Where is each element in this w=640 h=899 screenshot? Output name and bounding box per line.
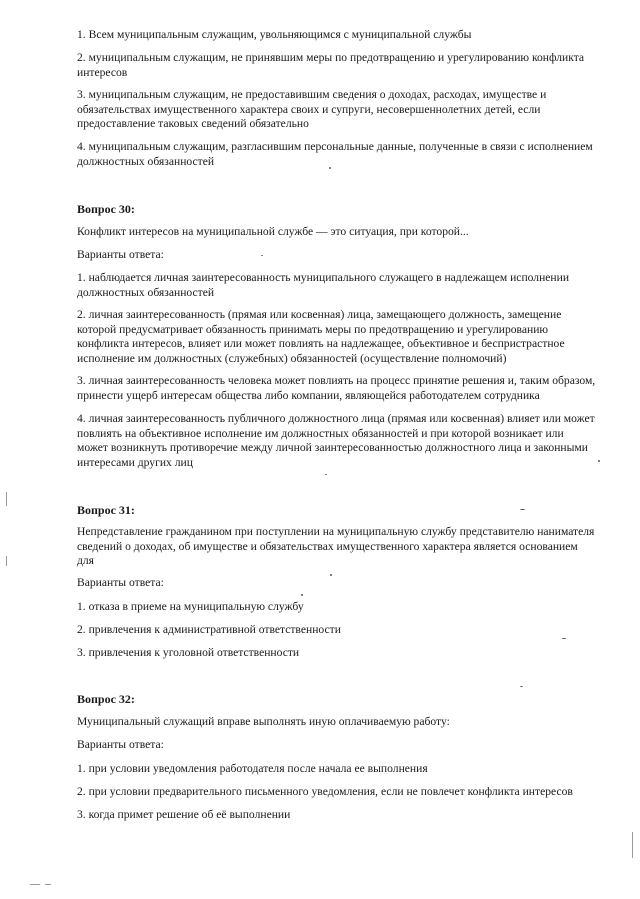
top-item-4: 4. муниципальным служащим, разгласившим персональные данные, полученные в связи с исполнением должностных обязанностей	[77, 140, 593, 168]
scan-speck	[520, 509, 525, 510]
question-30-text: Конфликт интересов на муниципальной службе — это ситуация, при которой...	[77, 225, 469, 238]
question-30-option-4: 4. личная заинтересованность публичного должностного лица (прямая или косвенная) влияет или может повлиять на объективное исполнение им должностных обязанностей и при которой возникает или может возникнуть противоречие между личной заинтересованностью должностного лица и законными интересами других лиц	[77, 412, 595, 469]
top-item-2: 2. муниципальным служащим, не принявшим меры по предотвращению и урегулированию конфликта интересов	[77, 51, 585, 79]
question-30-title: Вопрос 30:	[77, 202, 135, 216]
question-31-variants-label: Варианты ответа:	[77, 576, 164, 589]
scan-edge-mark	[632, 832, 633, 858]
scan-speck	[330, 574, 332, 576]
question-31-text: Непредставление гражданином при поступлении на муниципальную службу представителю нанимателя сведений о доходах, об имуществе и обязательствах имущественного характера является основанием для	[77, 525, 595, 568]
scan-edge-mark	[6, 556, 7, 566]
question-30-option-2: 2. личная заинтересованность (прямая или косвенная) лица, замещающего должность, замещение которой предусматривает обязанность принимать меры по предотвращению и урегулированию конфликта интересов, влияет или может повлиять на надлежащее, объективное и беспристрастное исполнение им должностных (служебных) обязанностей (осуществление полномочий)	[77, 308, 565, 365]
question-31-option-1: 1. отказа в приеме на муниципальную службу	[77, 600, 304, 613]
scan-speck	[325, 474, 327, 475]
question-32-option-2: 2. при условии предварительного письменного уведомления, если не повлечет конфликта интересов	[77, 785, 573, 798]
question-31-option-2: 2. привлечения к административной ответственности	[77, 623, 341, 636]
question-32-text: Муниципальный служащий вправе выполнять иную оплачиваемую работу:	[77, 715, 450, 728]
scan-speck	[329, 167, 331, 169]
top-item-3: 3. муниципальным служащим, не предоставившим сведения о доходах, расходах, имуществе и обязательствах имущественного характера своих и супруги, несовершеннолетних детей, если предоставление таковых сведений обязательно	[77, 88, 547, 131]
question-31-option-3: 3. привлечения к уголовной ответственности	[77, 646, 300, 659]
scan-speck	[562, 638, 566, 639]
scan-edge-mark	[6, 492, 7, 506]
scan-edge-mark	[45, 884, 51, 885]
question-30-option-1: 1. наблюдается личная заинтересованность муниципального служащего в надлежащем исполнении должностных обязанностей	[77, 271, 570, 299]
scan-speck	[301, 594, 303, 596]
question-32-option-3: 3. когда примет решение об её выполнении	[77, 808, 291, 821]
top-item-1: 1. Всем муниципальным служащим, увольняющимся с муниципальной службы	[77, 28, 472, 41]
scan-edge-mark	[30, 884, 40, 885]
question-32-option-1: 1. при условии уведомления работодателя после начала ее выполнения	[77, 762, 428, 775]
question-32-title: Вопрос 32:	[77, 692, 135, 706]
scan-speck	[598, 460, 600, 462]
scan-speck	[520, 686, 523, 687]
question-30-variants-label: Варианты ответа:	[77, 248, 164, 261]
question-31-title: Вопрос 31:	[77, 503, 135, 517]
scan-speck	[261, 255, 263, 256]
question-32-variants-label: Варианты ответа:	[77, 738, 164, 751]
question-30-option-3: 3. личная заинтересованность человека может повлиять на процесс принятие решения и, таким образом, принести ущерб интересам общества либо компании, являющейся работодателем сотрудника	[77, 374, 596, 402]
